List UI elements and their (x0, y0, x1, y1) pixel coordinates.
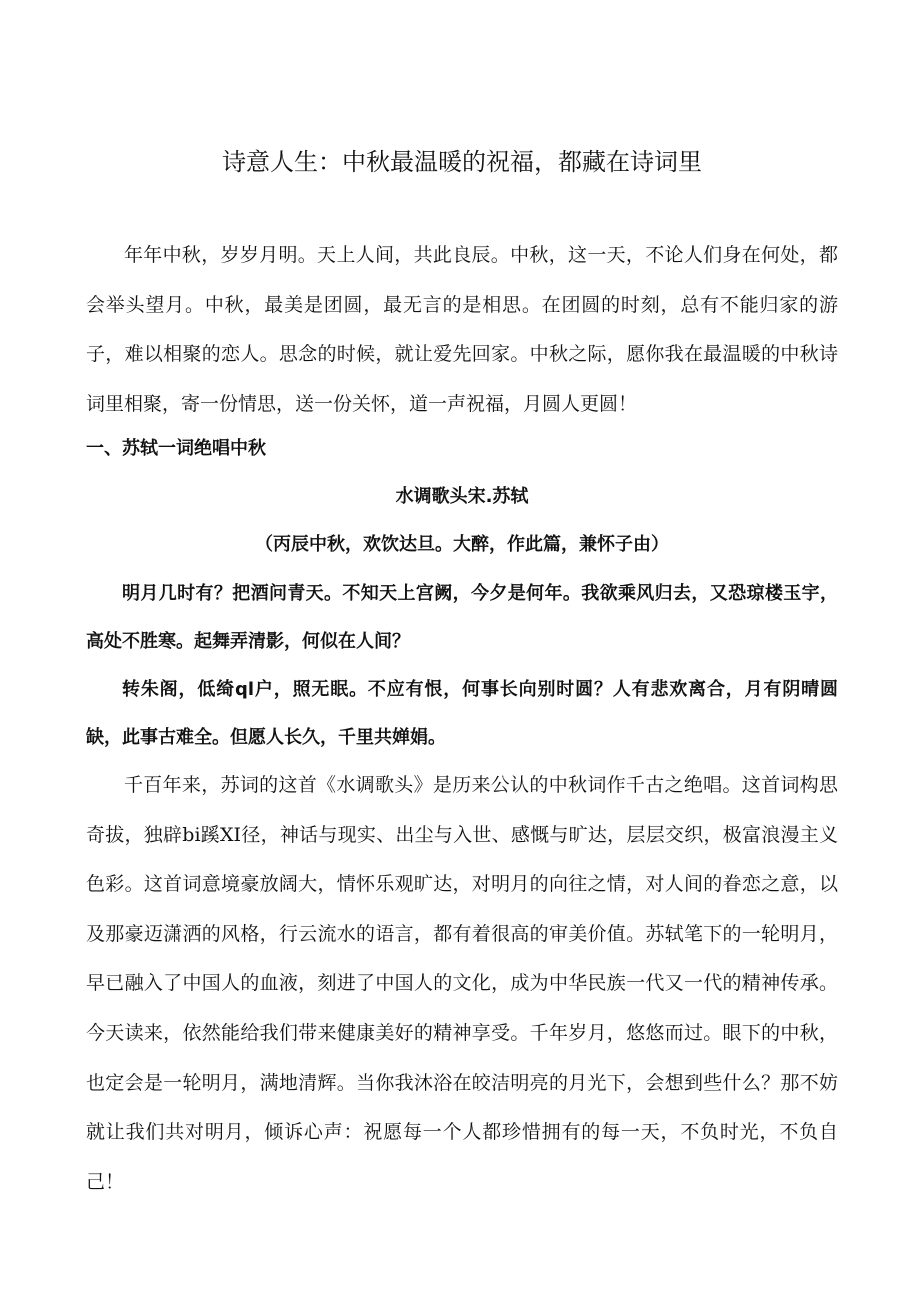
poem-stanza-1: 明月几时有？把酒问青天。不知天上宫阙，今夕是何年。我欲乘风归去，又恐琼楼玉宇，高处不胜寒。起舞弄清影，何似在人间？ (86, 583, 838, 652)
section-heading: 一、苏轼一词绝唱中秋 (86, 438, 266, 459)
poem-subtitle: （丙辰中秋，欢饮达旦。大醉，作此篇，兼怀子由） (255, 534, 669, 555)
page-title: 诗意人生：中秋最温暖的祝福，都藏在诗词里 (222, 148, 702, 176)
intro-paragraph: 年年中秋，岁岁月明。天上人间，共此良辰。中秋，这一天，不论人们身在何处，都会举头望月。中秋，最美是团圆，最无言的是相思。在团圆的时刻，总有不能归家的游子，难以相聚的恋人。思念的时候，就让爱先回家。中秋之际，愿你我在最温暖的中秋诗词里相聚，寄一份情思，送一份关怀，道一声祝福，月圆人更圆！ (86, 244, 838, 415)
commentary-paragraph: 千百年来，苏词的这首《水调歌头》是历来公认的中秋词作千古之绝唱。这首词构思奇拔，独辟bi蹊XI径，神话与现实、出尘与入世、感慨与旷达，层层交织，极富浪漫主义色彩。这首词意境豪放阔大，情怀乐观旷达，对明月的向往之情，对人间的眷恋之意，以及那豪迈潇洒的风格，行云流水的语言，都有着很高的审美价值。苏轼笔下的一轮明月，早已融入了中国人的血液，刻进了中国人的文化，成为中华民族一代又一代的精神传承。今天读来，依然能给我们带来健康美好的精神享受。千年岁月，悠悠而过。眼下的中秋，也定会是一轮明月，满地清辉。当你我沐浴在皎洁明亮的月光下，会想到些什么？那不妨就让我们共对明月，倾诉心声：祝愿每一个人都珍惜拥有的每一天，不负时光，不负自己！ (86, 774, 838, 1193)
poem-stanza-2: 转朱阁，低绮ql户，照无眠。不应有恨，何事长向别时圆？人有悲欢离合，月有阴晴圆缺，此事古难全。但愿人长久，千里共婵娟。 (86, 679, 838, 748)
poem-title: 水调歌头宋.苏轼 (395, 486, 529, 507)
